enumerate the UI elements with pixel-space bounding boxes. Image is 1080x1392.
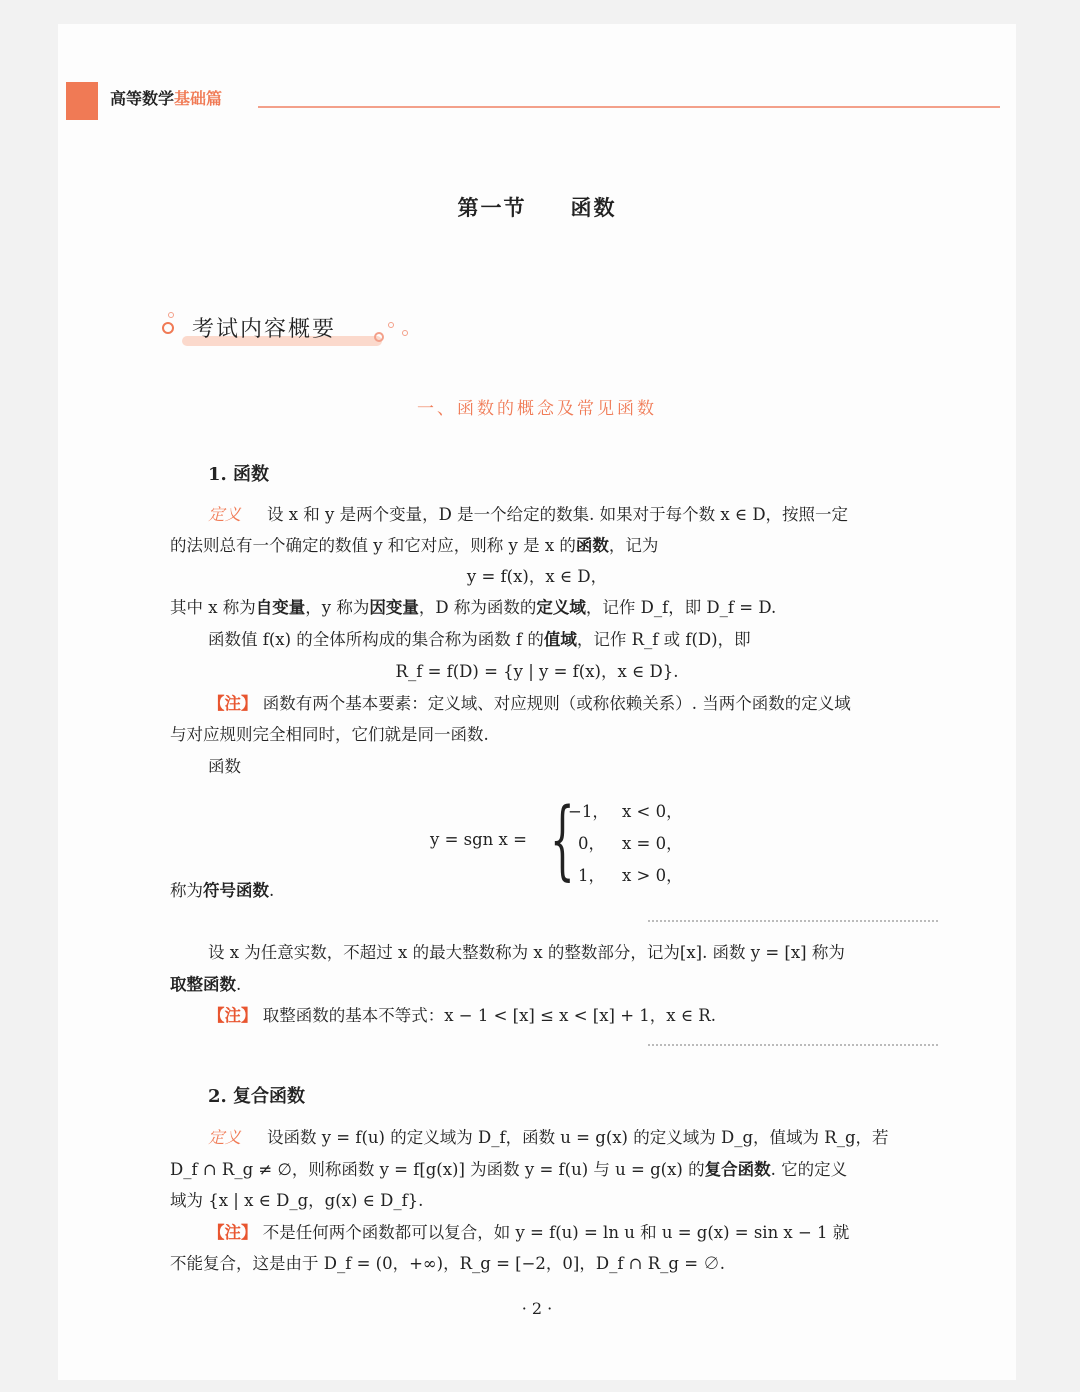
section-number: 第一节 [457, 196, 527, 220]
text: ，y 称为 [305, 598, 370, 617]
floor-line1: 设 x 为任意实数，不超过 x 的最大整数称为 x 的整数部分，记为[x]. 函数 y = [x] 称为 [208, 943, 845, 962]
page-number: · 2 · [521, 1299, 553, 1318]
item2-def-line3: 域为 {x | x ∈ D_g，g(x) ∈ D_f}. [170, 1191, 424, 1210]
sgn-case-cond: x > 0， [622, 866, 683, 885]
bold-term: 函数 [575, 536, 609, 555]
text: ，记作 R_f 或 f(D)，即 [576, 630, 751, 649]
text: 设函数 y = f(u) 的定义域为 D_f，函数 u = g(x) 的定义域为 D_g，值域为 R_g，若 [267, 1128, 889, 1147]
header-title [110, 86, 222, 109]
text: . [236, 975, 242, 994]
item2-def-label: 定义 [208, 1128, 241, 1147]
header-title-accent: 基础篇 [174, 89, 223, 108]
header-rule [258, 106, 1000, 108]
section-title [58, 192, 1016, 222]
item1-def-text1: 设 x 和 y 是两个变量，D 是一个给定的数集. 如果对于每个数 x ∈ D，按照一定 [267, 505, 849, 524]
text: ，D 称为函数的 [418, 598, 537, 617]
subsection-title: 一、函数的概念及常见函数 [417, 399, 657, 419]
floor-note [208, 1005, 716, 1027]
text: 称为 [170, 881, 203, 900]
text: D_f ∩ R_g ≠ ∅，则称函数 y = f[g(x)] 为函数 y = f(u) 与 u = g(x) 的 [170, 1160, 705, 1179]
floor-line2 [170, 974, 241, 996]
item1-note-line1 [208, 693, 851, 715]
sgn-case-cond: x < 0， [622, 802, 683, 821]
section-name: 函数 [570, 196, 617, 220]
item2-note-line1 [208, 1222, 849, 1244]
bold-term: 自变量 [255, 598, 306, 617]
sgn-lhs: y = sgn x = [430, 830, 527, 849]
bold-term: 值域 [543, 630, 577, 649]
note-label: 【注】 [208, 1223, 258, 1242]
sgn-caption [170, 880, 274, 902]
sgn-brace: { [550, 790, 575, 890]
overview-title: 考试内容概要 [192, 317, 337, 342]
item1-note-line2: 与对应规则完全相同时，它们就是同一函数. [170, 725, 489, 744]
sgn-case-cond: x = 0， [622, 834, 683, 853]
dotted-divider [648, 1044, 938, 1046]
item1-function-word: 函数 [208, 757, 241, 776]
text: ，记为 [608, 536, 659, 555]
text: 取整函数的基本不等式：x − 1 < [x] ≤ x < [x] + 1，x ∈ R. [262, 1006, 716, 1025]
item1-line3 [170, 597, 776, 619]
item1-heading: 1. 函数 [208, 464, 270, 485]
text: 不是任何两个函数都可以复合，如 y = f(u) = ln u 和 u = g(x) = sin x − 1 就 [262, 1223, 850, 1242]
formula-function: y = f(x)，x ∈ D， [466, 567, 608, 586]
bold-term: 定义域 [536, 598, 586, 617]
sgn-formula [430, 790, 690, 892]
bold-term: 取整函数 [170, 975, 236, 994]
text: 函数值 f(x) 的全体所构成的集合称为函数 f 的 [208, 630, 544, 649]
text: 的法则总有一个确定的数值 y 和它对应，则称 y 是 x 的 [170, 536, 576, 555]
item1-def-line2 [170, 535, 658, 557]
sgn-case-value: 0， [578, 834, 605, 853]
header-color-block [66, 82, 98, 120]
bold-term: 符号函数 [203, 881, 269, 900]
item1-def-label: 定义 [208, 505, 241, 524]
item1-line4 [208, 629, 751, 651]
text: . [269, 881, 275, 900]
bold-term: 复合函数 [704, 1160, 771, 1179]
sgn-case-value: 1， [578, 866, 605, 885]
item2-note-line2: 不能复合，这是由于 D_f = (0，+∞)，R_g = [−2，0]，D_f ∩ R_g = ∅. [170, 1254, 726, 1273]
header-title-main: 高等数学 [110, 89, 175, 108]
text: 其中 x 称为 [170, 598, 256, 617]
item2-def-line2 [170, 1159, 847, 1181]
text: . 它的定义 [770, 1160, 848, 1179]
item1-def-line1 [208, 504, 848, 526]
text: ，记作 D_f，即 D_f = D. [585, 598, 777, 617]
sgn-case-value: −1， [568, 802, 609, 821]
text: 函数有两个基本要素：定义域、对应规则（或称依赖关系）. 当两个函数的定义域 [262, 694, 851, 713]
note-label: 【注】 [208, 694, 258, 713]
bold-term: 因变量 [369, 598, 419, 617]
book-page [58, 24, 1016, 1380]
note-label: 【注】 [208, 1006, 258, 1025]
formula-range: R_f = f(D) = {y | y = f(x)，x ∈ D}. [395, 662, 679, 681]
dotted-divider [648, 920, 938, 922]
item2-def-line1 [208, 1127, 889, 1149]
item2-heading: 2. 复合函数 [208, 1086, 306, 1107]
